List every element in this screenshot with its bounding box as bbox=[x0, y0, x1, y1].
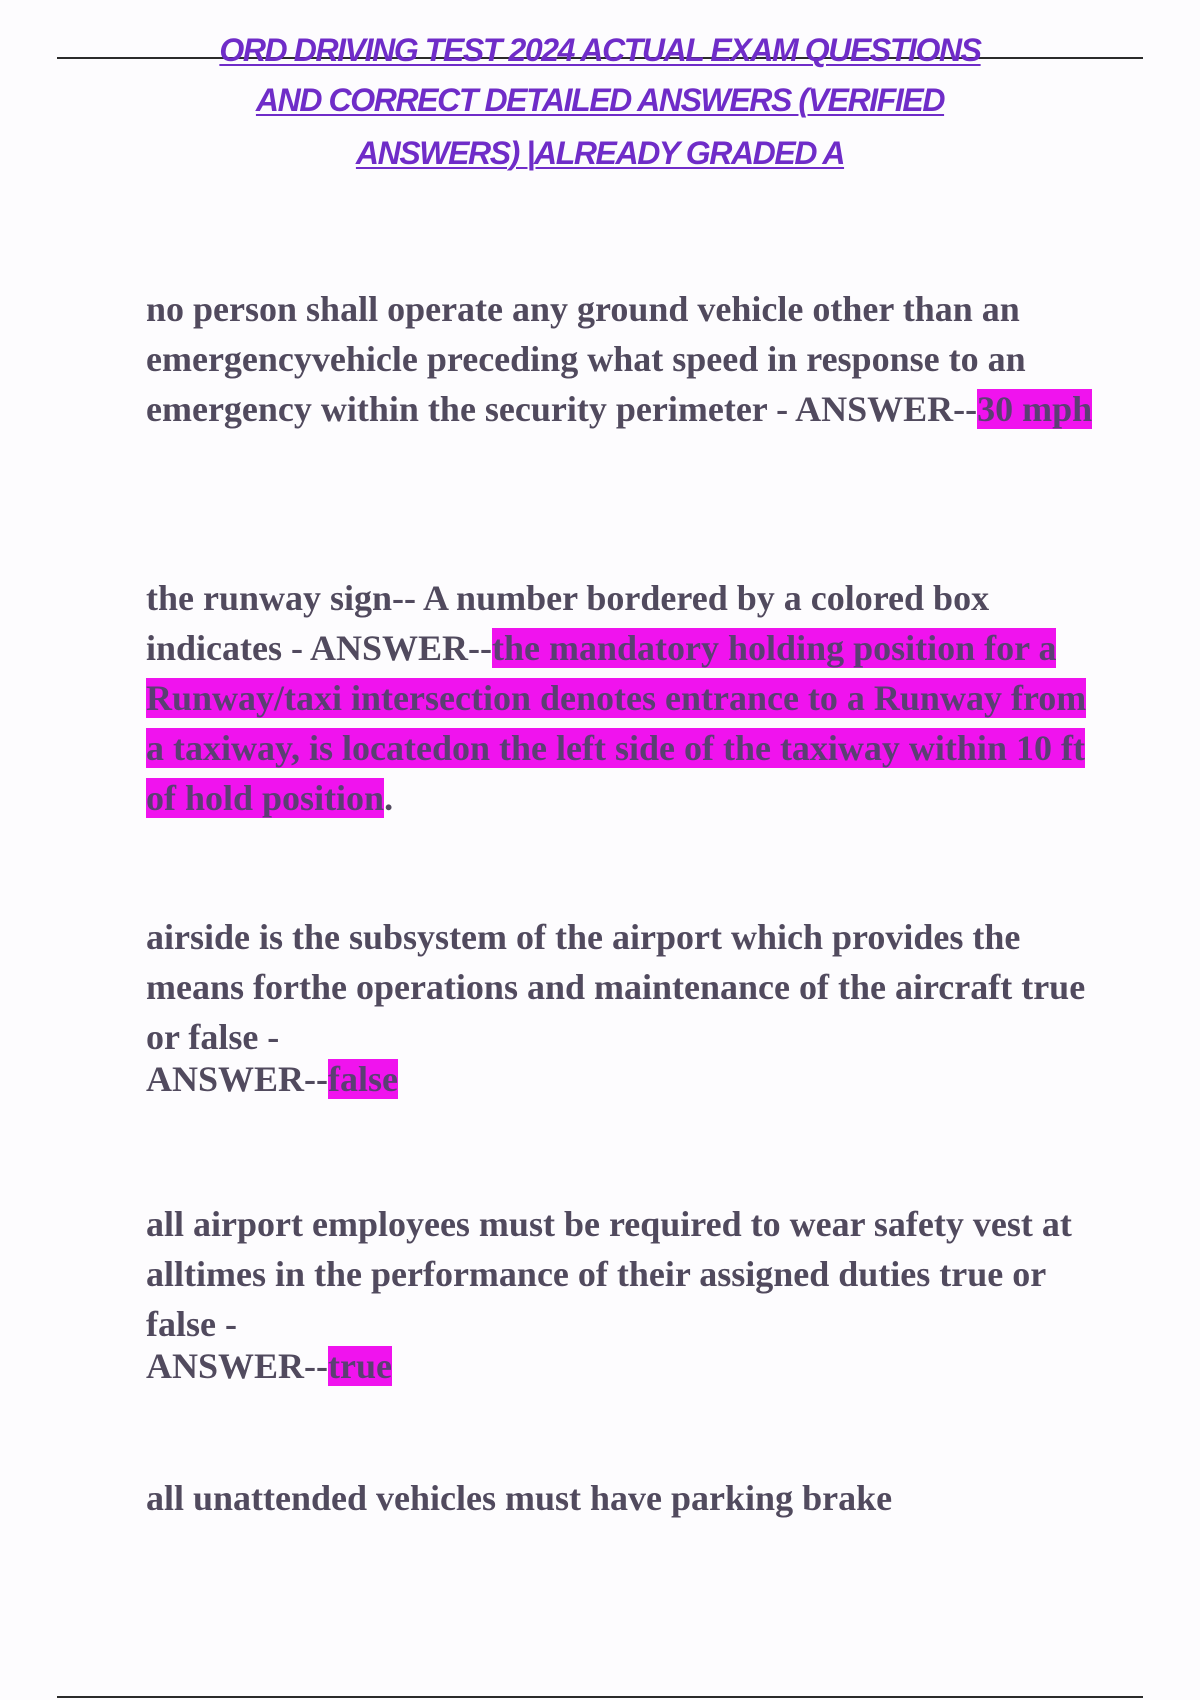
answer-highlight: true bbox=[328, 1346, 392, 1386]
answer-highlight: 30 mph bbox=[977, 389, 1093, 429]
answer-trailing: . bbox=[384, 778, 394, 818]
title-line-2: AND CORRECT DETAILED ANSWERS (VERIFIED bbox=[255, 82, 945, 118]
qa-item-1 bbox=[146, 284, 1106, 434]
answer-highlight: false bbox=[328, 1059, 398, 1099]
answer-prefix: ANSWER-- bbox=[146, 1059, 329, 1099]
answer-highlight: the mandatory holding position for a Runway/taxi intersection denotes entrance to a Runway from a taxiway, is locatedon the left side of the taxiway within 10 ft of hold position bbox=[146, 628, 1087, 818]
question-text: all unattended vehicles must have parking brake bbox=[146, 1478, 893, 1518]
answer-prefix: ANSWER-- bbox=[146, 1346, 329, 1386]
question-text: the runway sign-- A number bordered by a colored box indicates - bbox=[146, 578, 990, 668]
question-text: all airport employees must be required to wear safety vest at alltimes in the performance of their assigned duties true or false - bbox=[146, 1204, 1072, 1344]
title-line-3: ANSWERS) |ALREADY GRADED A bbox=[355, 135, 845, 171]
title-line-1: ORD DRIVING TEST 2024 ACTUAL EXAM QUESTIONS bbox=[219, 32, 981, 68]
question-text: no person shall operate any ground vehicle other than an emergencyvehicle preceding what speed in response to an emergency within the security perimeter - bbox=[146, 289, 1026, 429]
answer-line bbox=[146, 1054, 1106, 1104]
answer-prefix: ANSWER-- bbox=[310, 628, 493, 668]
qa-item-2 bbox=[146, 573, 1106, 823]
qa-item-5 bbox=[146, 1473, 1106, 1523]
answer-prefix: ANSWER-- bbox=[795, 389, 978, 429]
footer-rule bbox=[57, 1696, 1143, 1698]
page-title bbox=[0, 24, 1200, 180]
qa-item-4 bbox=[146, 1199, 1106, 1391]
question-text: airside is the subsystem of the airport which provides the means forthe operations and maintenance of the aircraft true or false - bbox=[146, 917, 1086, 1057]
qa-item-3 bbox=[146, 912, 1106, 1104]
answer-line bbox=[146, 1341, 1106, 1391]
